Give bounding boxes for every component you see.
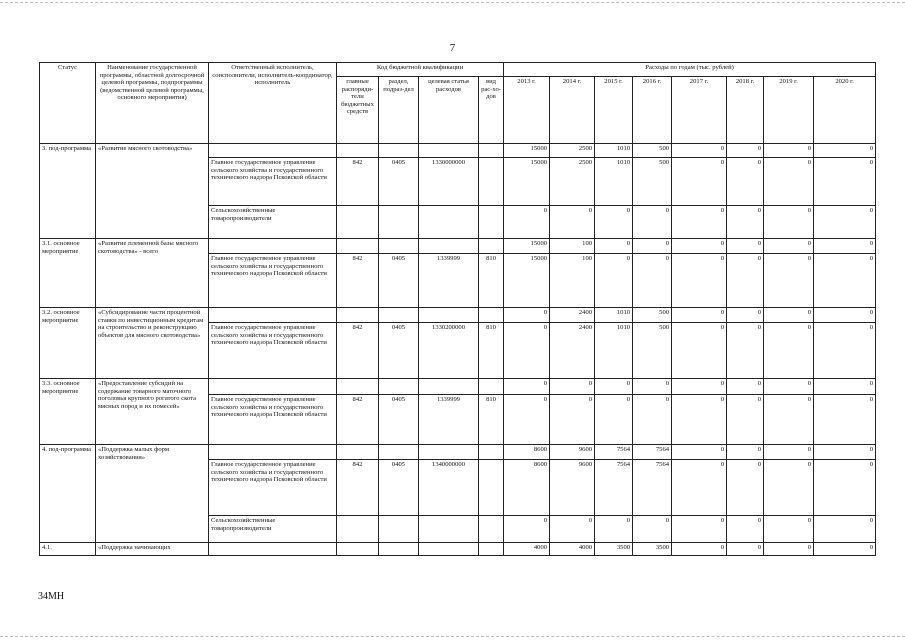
cell-kbk-rz bbox=[379, 144, 419, 158]
table-body bbox=[40, 144, 876, 556]
cell-expense-value: 0 bbox=[764, 239, 814, 254]
cell-expense-value: 15000 bbox=[504, 239, 550, 254]
cell-expense-value: 4000 bbox=[504, 543, 550, 556]
cell-executor bbox=[209, 543, 337, 556]
cell-kbk-cs: 1339999 bbox=[419, 254, 479, 308]
cell-expense-value: 1010 bbox=[595, 144, 633, 158]
cell-expense-value: 1010 bbox=[595, 308, 633, 323]
cell-kbk-cs bbox=[419, 379, 479, 395]
cell-kbk-cs bbox=[419, 308, 479, 323]
cell-expense-value: 0 bbox=[727, 254, 764, 308]
cell-expense-value: 0 bbox=[727, 144, 764, 158]
cell-kbk-gr bbox=[337, 516, 379, 543]
header-year: 2017 г. bbox=[672, 77, 727, 144]
cell-kbk-gr bbox=[337, 239, 379, 254]
cell-kbk-cs bbox=[419, 239, 479, 254]
cell-kbk-cs bbox=[419, 516, 479, 543]
cell-expense-value: 0 bbox=[764, 158, 814, 206]
cell-expense-value: 0 bbox=[595, 516, 633, 543]
header-kbk-vr: вид рас-хо-дов bbox=[479, 77, 504, 144]
cell-kbk-vr bbox=[479, 308, 504, 323]
cell-expense-value: 0 bbox=[814, 379, 876, 395]
cell-expense-value: 0 bbox=[727, 516, 764, 543]
cell-kbk-rz: 0405 bbox=[379, 323, 419, 379]
cell-kbk-vr bbox=[479, 239, 504, 254]
cell-expense-value: 1010 bbox=[595, 323, 633, 379]
cell-kbk-rz: 0405 bbox=[379, 254, 419, 308]
cell-executor: Главное государственное управление сельского хозяйства и государственного технического надзора Псковской области bbox=[209, 158, 337, 206]
cell-expense-value: 0 bbox=[672, 516, 727, 543]
cell-executor bbox=[209, 144, 337, 158]
table-row bbox=[40, 239, 876, 254]
cell-expense-value: 15000 bbox=[504, 144, 550, 158]
scan-edge-bottom bbox=[0, 636, 905, 638]
cell-kbk-gr: 842 bbox=[337, 323, 379, 379]
cell-expense-value: 0 bbox=[814, 239, 876, 254]
cell-expense-value: 8600 bbox=[504, 460, 550, 516]
cell-kbk-cs: 1340000000 bbox=[419, 460, 479, 516]
header-kbk-group: Код бюджетной квалификации bbox=[337, 63, 504, 77]
cell-expense-value: 0 bbox=[672, 543, 727, 556]
cell-expense-value: 0 bbox=[595, 395, 633, 445]
cell-kbk-cs: 1339999 bbox=[419, 395, 479, 445]
header-kbk-gr: главные распоряди-тели бюджетных средств bbox=[337, 77, 379, 144]
cell-expense-value: 0 bbox=[814, 543, 876, 556]
cell-expense-value: 0 bbox=[727, 308, 764, 323]
cell-expense-value: 0 bbox=[727, 323, 764, 379]
cell-kbk-rz bbox=[379, 516, 419, 543]
cell-kbk-gr: 842 bbox=[337, 254, 379, 308]
cell-expense-value: 0 bbox=[764, 516, 814, 543]
cell-kbk-vr bbox=[479, 460, 504, 516]
cell-program-name: «Развитие племенной базы мясного скотоводства» - всего bbox=[96, 239, 209, 308]
cell-executor: Главное государственное управление сельского хозяйства и государственного технического надзора Псковской области bbox=[209, 395, 337, 445]
cell-program-name: «Предоставление субсидий на содержание товарного маточного поголовья крупного рогатого скота мясных пород и их помесей» bbox=[96, 379, 209, 445]
cell-kbk-rz bbox=[379, 308, 419, 323]
cell-executor bbox=[209, 239, 337, 254]
cell-kbk-cs bbox=[419, 445, 479, 460]
cell-expense-value: 2400 bbox=[550, 323, 595, 379]
cell-expense-value: 0 bbox=[727, 206, 764, 239]
cell-expense-value: 0 bbox=[764, 460, 814, 516]
cell-kbk-gr: 842 bbox=[337, 395, 379, 445]
cell-status: 3. под-программа bbox=[40, 144, 96, 239]
cell-expense-value: 1010 bbox=[595, 158, 633, 206]
cell-kbk-vr: 810 bbox=[479, 254, 504, 308]
cell-kbk-vr bbox=[479, 379, 504, 395]
header-year: 2016 г. bbox=[633, 77, 672, 144]
cell-expense-value: 2500 bbox=[550, 158, 595, 206]
header-kbk-cs: целевая статья расходов bbox=[419, 77, 479, 144]
cell-expense-value: 0 bbox=[814, 445, 876, 460]
header-year: 2019 г. bbox=[764, 77, 814, 144]
cell-kbk-rz bbox=[379, 239, 419, 254]
cell-expense-value: 9600 bbox=[550, 445, 595, 460]
table-row bbox=[40, 445, 876, 460]
cell-expense-value: 8600 bbox=[504, 445, 550, 460]
cell-expense-value: 0 bbox=[504, 395, 550, 445]
cell-expense-value: 0 bbox=[672, 206, 727, 239]
cell-expense-value: 0 bbox=[633, 239, 672, 254]
cell-expense-value: 0 bbox=[633, 206, 672, 239]
cell-expense-value: 0 bbox=[672, 395, 727, 445]
cell-expense-value: 0 bbox=[764, 308, 814, 323]
cell-kbk-cs bbox=[419, 206, 479, 239]
cell-executor: Главное государственное управление сельского хозяйства и государственного технического надзора Псковской области bbox=[209, 254, 337, 308]
cell-expense-value: 0 bbox=[672, 144, 727, 158]
cell-kbk-cs: 1330000000 bbox=[419, 158, 479, 206]
cell-expense-value: 0 bbox=[764, 144, 814, 158]
cell-program-name: «Поддержка малых форм хозяйствования» bbox=[96, 445, 209, 543]
cell-expense-value: 0 bbox=[550, 379, 595, 395]
cell-kbk-vr bbox=[479, 144, 504, 158]
header-year: 2015 г. bbox=[595, 77, 633, 144]
cell-expense-value: 0 bbox=[814, 395, 876, 445]
cell-kbk-vr bbox=[479, 206, 504, 239]
table-row bbox=[40, 379, 876, 395]
cell-expense-value: 0 bbox=[814, 460, 876, 516]
cell-executor bbox=[209, 379, 337, 395]
cell-expense-value: 0 bbox=[672, 460, 727, 516]
cell-executor: Сельскохозяйственные товаропроизводители bbox=[209, 516, 337, 543]
cell-expense-value: 0 bbox=[595, 254, 633, 308]
cell-expense-value: 0 bbox=[550, 206, 595, 239]
cell-kbk-rz bbox=[379, 206, 419, 239]
cell-expense-value: 0 bbox=[504, 206, 550, 239]
cell-expense-value: 0 bbox=[633, 516, 672, 543]
cell-kbk-gr bbox=[337, 206, 379, 239]
cell-expense-value: 2500 bbox=[550, 144, 595, 158]
cell-kbk-vr: 810 bbox=[479, 323, 504, 379]
cell-status: 3.2. основное мероприятие bbox=[40, 308, 96, 379]
header-kbk-rz: раздел, подраз-дел bbox=[379, 77, 419, 144]
cell-expense-value: 0 bbox=[814, 323, 876, 379]
cell-expense-value: 3500 bbox=[633, 543, 672, 556]
cell-kbk-gr bbox=[337, 379, 379, 395]
cell-expense-value: 500 bbox=[633, 323, 672, 379]
cell-kbk-rz bbox=[379, 379, 419, 395]
header-status: Статус bbox=[40, 63, 96, 144]
cell-status: 4. под-программа bbox=[40, 445, 96, 543]
cell-kbk-vr bbox=[479, 445, 504, 460]
cell-expense-value: 0 bbox=[672, 445, 727, 460]
cell-expense-value: 0 bbox=[727, 445, 764, 460]
table-row bbox=[40, 308, 876, 323]
cell-kbk-rz: 0405 bbox=[379, 158, 419, 206]
scan-edge-top bbox=[0, 2, 905, 4]
cell-kbk-vr bbox=[479, 158, 504, 206]
cell-expense-value: 0 bbox=[764, 254, 814, 308]
header-expenses-group: Расходы по годам (тыс. рублей) bbox=[504, 63, 876, 77]
cell-expense-value: 0 bbox=[633, 395, 672, 445]
cell-expense-value: 7564 bbox=[633, 460, 672, 516]
cell-expense-value: 500 bbox=[633, 144, 672, 158]
cell-expense-value: 0 bbox=[764, 445, 814, 460]
cell-expense-value: 0 bbox=[672, 239, 727, 254]
cell-expense-value: 15000 bbox=[504, 158, 550, 206]
cell-expense-value: 0 bbox=[672, 158, 727, 206]
cell-expense-value: 0 bbox=[814, 254, 876, 308]
cell-kbk-cs bbox=[419, 543, 479, 556]
cell-kbk-rz: 0405 bbox=[379, 460, 419, 516]
cell-expense-value: 500 bbox=[633, 308, 672, 323]
cell-executor bbox=[209, 445, 337, 460]
cell-program-name: «Субсидирование части процентной ставки по инвестиционным кредитам на строительство и реконструкцию объектов для мясного скотоводства» bbox=[96, 308, 209, 379]
header-name: Наименование государственной программы, областной долгосрочной целевой программы, подпрограммы (ведомственной целевой программы, основного мероприятия) bbox=[96, 63, 209, 144]
cell-expense-value: 0 bbox=[633, 254, 672, 308]
cell-kbk-rz bbox=[379, 445, 419, 460]
cell-kbk-vr bbox=[479, 516, 504, 543]
cell-kbk-rz bbox=[379, 543, 419, 556]
header-year: 2018 г. bbox=[727, 77, 764, 144]
cell-expense-value: 0 bbox=[727, 158, 764, 206]
page-number: 7 bbox=[449, 42, 456, 54]
cell-kbk-gr bbox=[337, 543, 379, 556]
cell-expense-value: 0 bbox=[672, 379, 727, 395]
cell-expense-value: 0 bbox=[504, 323, 550, 379]
cell-expense-value: 0 bbox=[727, 460, 764, 516]
cell-kbk-gr bbox=[337, 445, 379, 460]
cell-expense-value: 0 bbox=[727, 239, 764, 254]
cell-expense-value: 0 bbox=[814, 158, 876, 206]
cell-expense-value: 0 bbox=[727, 543, 764, 556]
cell-status: 3.3. основное мероприятие bbox=[40, 379, 96, 445]
cell-expense-value: 0 bbox=[504, 516, 550, 543]
cell-expense-value: 0 bbox=[727, 379, 764, 395]
cell-expense-value: 9600 bbox=[550, 460, 595, 516]
cell-expense-value: 0 bbox=[595, 239, 633, 254]
cell-expense-value: 0 bbox=[504, 308, 550, 323]
cell-kbk-gr bbox=[337, 308, 379, 323]
cell-expense-value: 0 bbox=[814, 206, 876, 239]
cell-expense-value: 4000 bbox=[550, 543, 595, 556]
cell-expense-value: 15000 bbox=[504, 254, 550, 308]
cell-expense-value: 7564 bbox=[595, 460, 633, 516]
cell-expense-value: 0 bbox=[764, 543, 814, 556]
cell-expense-value: 0 bbox=[504, 379, 550, 395]
cell-kbk-vr bbox=[479, 543, 504, 556]
cell-expense-value: 0 bbox=[550, 395, 595, 445]
cell-expense-value: 0 bbox=[814, 516, 876, 543]
cell-expense-value: 0 bbox=[672, 254, 727, 308]
footer-code: 34МН bbox=[38, 591, 65, 602]
cell-program-name: «Развитие мясного скотоводства» bbox=[96, 144, 209, 239]
cell-kbk-gr: 842 bbox=[337, 158, 379, 206]
cell-expense-value: 0 bbox=[764, 323, 814, 379]
cell-expense-value: 0 bbox=[764, 379, 814, 395]
cell-expense-value: 100 bbox=[550, 239, 595, 254]
cell-status: 3.1. основное мероприятие bbox=[40, 239, 96, 308]
cell-expense-value: 0 bbox=[764, 206, 814, 239]
cell-kbk-rz: 0405 bbox=[379, 395, 419, 445]
cell-executor: Главное государственное управление сельского хозяйства и государственного технического надзора Псковской области bbox=[209, 460, 337, 516]
cell-expense-value: 0 bbox=[672, 308, 727, 323]
cell-expense-value: 0 bbox=[764, 395, 814, 445]
cell-expense-value: 500 bbox=[633, 158, 672, 206]
cell-expense-value: 100 bbox=[550, 254, 595, 308]
cell-kbk-cs: 1330200000 bbox=[419, 323, 479, 379]
header-year: 2014 г. bbox=[550, 77, 595, 144]
cell-expense-value: 7564 bbox=[633, 445, 672, 460]
header-executor: Ответственный исполнитель, соисполнители, исполнитель-координатор, исполнитель bbox=[209, 63, 337, 144]
cell-expense-value: 0 bbox=[550, 516, 595, 543]
budget-table bbox=[39, 62, 876, 556]
cell-executor: Сельскохозяйственные товаропроизводители bbox=[209, 206, 337, 239]
cell-expense-value: 0 bbox=[814, 308, 876, 323]
cell-status: 4.1. bbox=[40, 543, 96, 556]
cell-expense-value: 0 bbox=[595, 379, 633, 395]
cell-expense-value: 0 bbox=[672, 323, 727, 379]
header-year: 2013 г. bbox=[504, 77, 550, 144]
cell-program-name: «Поддержка начинающих bbox=[96, 543, 209, 556]
table-row bbox=[40, 144, 876, 158]
table-row bbox=[40, 543, 876, 556]
cell-expense-value: 2400 bbox=[550, 308, 595, 323]
header-year: 2020 г. bbox=[814, 77, 876, 144]
cell-executor bbox=[209, 308, 337, 323]
cell-expense-value: 0 bbox=[814, 144, 876, 158]
cell-kbk-gr bbox=[337, 144, 379, 158]
cell-kbk-vr: 810 bbox=[479, 395, 504, 445]
cell-executor: Главное государственное управление сельского хозяйства и государственного технического надзора Псковской области bbox=[209, 323, 337, 379]
cell-expense-value: 0 bbox=[595, 206, 633, 239]
cell-kbk-cs bbox=[419, 144, 479, 158]
cell-kbk-gr: 842 bbox=[337, 460, 379, 516]
cell-expense-value: 0 bbox=[633, 379, 672, 395]
cell-expense-value: 7564 bbox=[595, 445, 633, 460]
cell-expense-value: 0 bbox=[727, 395, 764, 445]
cell-expense-value: 3500 bbox=[595, 543, 633, 556]
